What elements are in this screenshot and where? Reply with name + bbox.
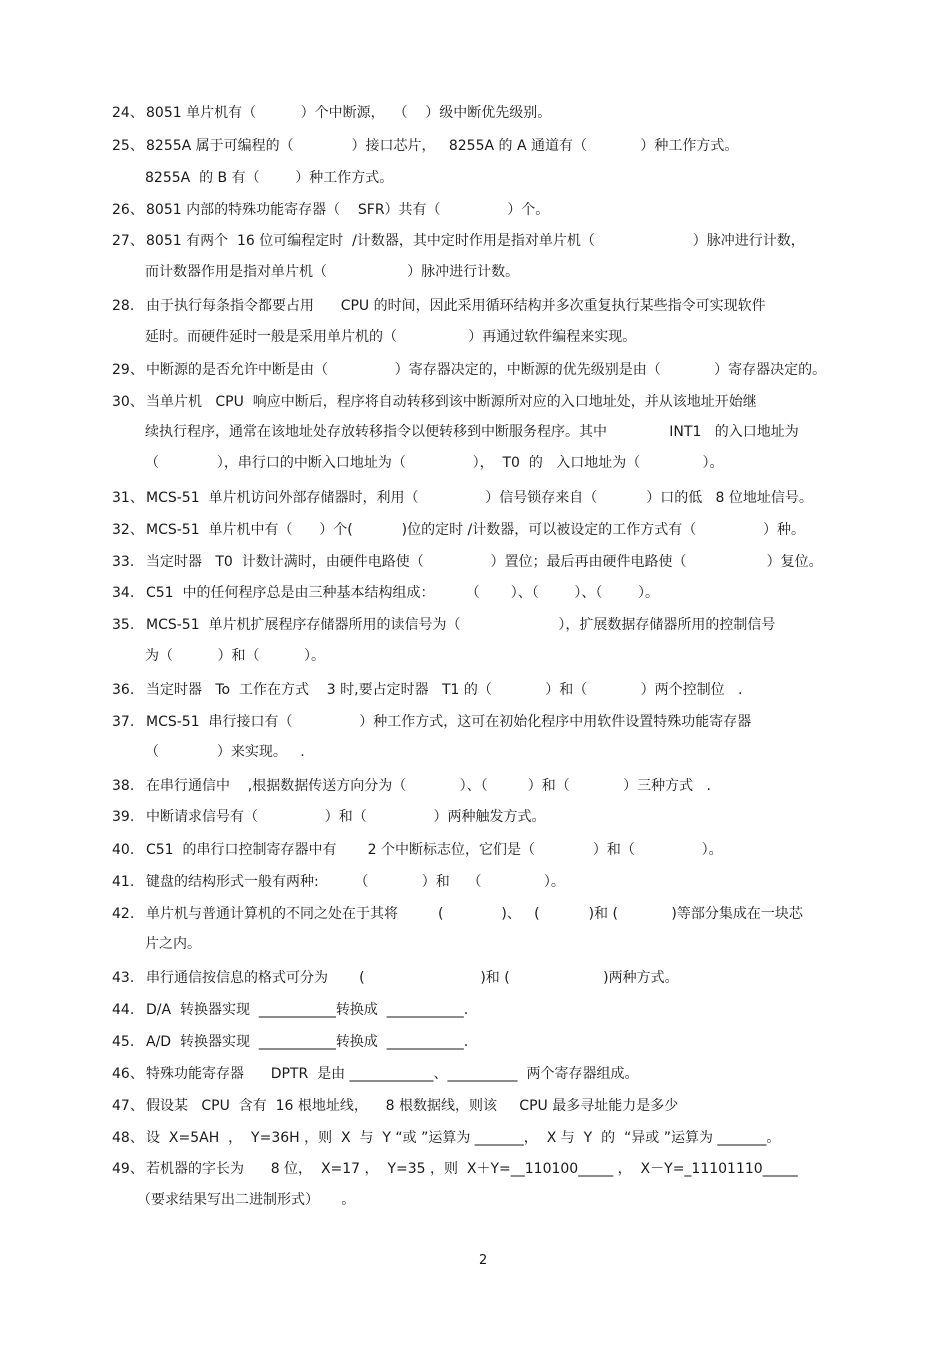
question-text: 8255A 属于可编程的（ ）接口芯片， 8255A 的 A 通道有（ ）种工作方式。: [146, 138, 739, 154]
question-number: 42.: [112, 906, 135, 922]
question-text: 中断请求信号有（ ）和（ ）两种触发方式。: [146, 809, 546, 825]
question-number: 44.: [112, 1002, 135, 1018]
question-number: 25、: [112, 138, 144, 154]
question-text: 假设某 CPU 含有 16 根地址线， 8 根数据线，则该 CPU 最多寻址能力是多少: [146, 1098, 679, 1114]
question-text: C51 中的任何程序总是由三种基本结构组成： （ ）、（ ）、（ ）。: [146, 585, 659, 601]
question-number: 33.: [112, 554, 135, 570]
question-number: 34.: [112, 585, 135, 601]
question-text-continued: （ ）来实现。 .: [145, 744, 305, 760]
question-number: 26、: [112, 202, 144, 218]
question-number: 37.: [112, 714, 135, 730]
question-text-continued: 片之内。: [145, 936, 201, 952]
question-text: 若机器的字长为 8 位， X=17 ， Y=35 ，则 X＋Y=__110100_____ ， X－Y=_11101110_____: [146, 1161, 798, 1177]
question-text: 由于执行每条指令都要占用 CPU 的时间，因此采用循环结构并多次重复执行某些指令可实现软件: [146, 298, 766, 314]
question-number: 24、: [112, 105, 144, 121]
question-number: 49、: [112, 1161, 144, 1177]
question-text: 8051 内部的特殊功能寄存器（ SFR）共有（ ）个。: [146, 202, 550, 218]
question-text: 当单片机 CPU 响应中断后，程序将自动转移到该中断源所对应的入口地址处，并从该地址开始继: [146, 394, 757, 410]
question-number: 28.: [112, 298, 135, 314]
question-text: MCS-51 单片机访问外部存储器时，利用（ ）信号锁存来自（ ）口的低 8 位地址信号。: [146, 490, 813, 506]
question-text-continued: 延时。而硬件延时一般是采用单片机的（ ）再通过软件编程来实现。: [145, 329, 637, 345]
question-number: 29、: [112, 362, 144, 378]
question-number: 41.: [112, 874, 135, 890]
question-text: MCS-51 串行接口有（ ）种工作方式，这可在初始化程序中用软件设置特殊功能寄存器: [146, 714, 752, 730]
question-text: 特殊功能寄存器 DPTR 是由 ____________、__________ 两个寄存器组成。: [146, 1066, 639, 1082]
question-text: 单片机与普通计算机的不同之处在于其将 ( )、 ( )和 ( )等部分集成在一块芯: [146, 906, 803, 922]
question-text: 在串行通信中 ,根据数据传送方向分为（ ）、（ ）和（ ）三种方式 .: [146, 778, 711, 794]
question-text: C51 的串行口控制寄存器中有 2 个中断标志位，它们是（ ）和（ ）。: [146, 842, 723, 858]
question-text-continued: （要求结果写出二进制形式） 。: [137, 1192, 356, 1208]
question-number: 47、: [112, 1098, 144, 1114]
question-number: 31、: [112, 490, 144, 506]
question-number: 45.: [112, 1034, 135, 1050]
question-number: 43.: [112, 970, 135, 986]
question-text: MCS-51 单片机扩展程序存储器所用的读信号为（ ），扩展数据存储器所用的控制信号: [146, 617, 776, 633]
question-text-continued: 8255A 的 B 有（ ）种工作方式。: [145, 170, 394, 186]
question-text: A/D 转换器实现 ___________转换成 ___________.: [146, 1034, 469, 1050]
question-text-continued: 而计数器作用是指对单片机（ ）脉冲进行计数。: [145, 264, 520, 280]
question-number: 30、: [112, 394, 144, 410]
question-text: D/A 转换器实现 ___________转换成 ___________.: [146, 1002, 469, 1018]
question-text: 串行通信按信息的格式可分为 ( )和 ( )两种方式。: [146, 970, 679, 986]
question-text: 键盘的结构形式一般有两种: （ ）和 （ ）。: [146, 874, 565, 890]
question-text: 当定时器 T0 计数计满时，由硬件电路使（ ）置位；最后再由硬件电路使（ ）复位。: [146, 554, 823, 570]
page-number: 2: [479, 1253, 488, 1268]
question-text: 8051 单片机有（ ）个中断源， （ ）级中断优先级别。: [146, 105, 552, 121]
question-text: 设 X=5AH ， Y=36H ，则 X 与 Y “或 ”运算为 _______， X 与 Y 的 “异或 ”运算为 _______。: [146, 1130, 781, 1146]
question-number: 38.: [112, 778, 135, 794]
question-number: 46、: [112, 1066, 144, 1082]
question-text: MCS-51 单片机中有（ ）个( )位的定时 /计数器，可以被设定的工作方式有（ ）种。: [146, 522, 806, 538]
question-number: 35.: [112, 617, 135, 633]
question-number: 40.: [112, 842, 135, 858]
question-number: 48、: [112, 1130, 144, 1146]
question-text-continued: 续执行程序，通常在该地址处存放转移指令以便转移到中断服务程序。其中 INT1 的入口地址为: [145, 424, 799, 440]
question-number: 39.: [112, 809, 135, 825]
question-number: 32、: [112, 522, 144, 538]
question-text: 中断源的是否允许中断是由（ ）寄存器决定的，中断源的优先级别是由（ ）寄存器决定的。: [146, 362, 827, 378]
question-text: 8051 有两个 16 位可编程定时 /计数器，其中定时作用是指对单片机（ ）脉冲进行计数，: [146, 233, 805, 249]
question-number: 27、: [112, 233, 144, 249]
question-text-continued: 为（ ）和（ ）。: [145, 648, 326, 664]
question-text: 当定时器 To 工作在方式 3 时,要占定时器 T1 的（ ）和（ ）两个控制位 .: [146, 682, 743, 698]
question-text-continued: （ ），串行口的中断入口地址为（ ）， T0 的 入口地址为（ ）。: [145, 455, 724, 471]
question-number: 36.: [112, 682, 135, 698]
